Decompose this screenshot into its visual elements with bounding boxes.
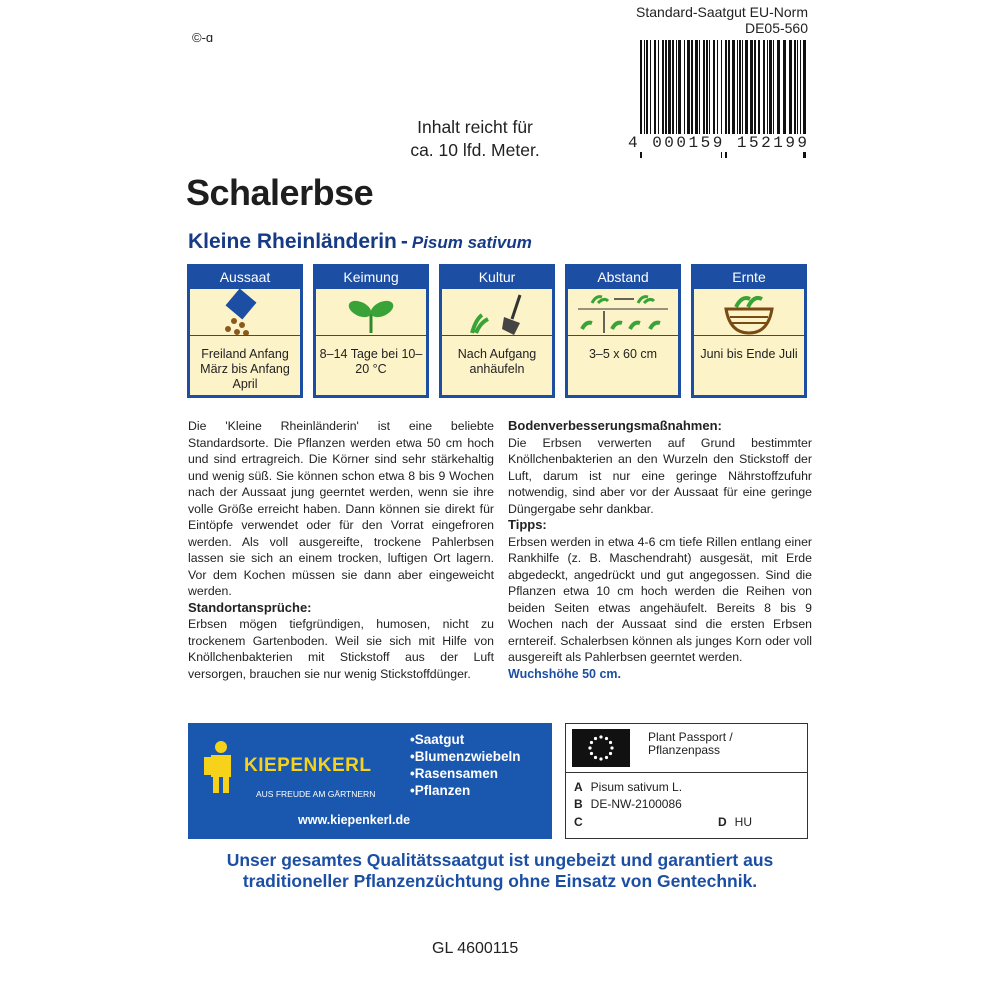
website-link[interactable]: www.kiepenkerl.de (298, 813, 411, 827)
eu-flag-icon (572, 729, 630, 767)
barcode-bar (728, 40, 730, 140)
kiepenkerl-figure-icon (202, 737, 240, 795)
passport-row-d (718, 815, 752, 829)
variety-line (188, 230, 532, 254)
eu-star (599, 735, 602, 738)
barcode-bar (665, 40, 667, 140)
eu-star (594, 737, 597, 740)
barcode-bar (800, 40, 801, 140)
barcode-number: 4 000159 152199 (628, 134, 810, 152)
product-item: • Pflanzen (410, 782, 521, 799)
barcode-bar (699, 40, 700, 140)
barcode-bar (672, 40, 674, 140)
eu-star (605, 737, 608, 740)
info-box-text: Freiland Anfang März bis Anfang April (200, 347, 290, 391)
barcode-bar (717, 40, 718, 140)
variety-name: Kleine Rheinländerin (188, 230, 397, 253)
barcode-bar (739, 40, 741, 140)
eu-star (609, 741, 612, 744)
content-note-line: ca. 10 lfd. Meter. (410, 140, 540, 160)
barcode-bar (706, 40, 708, 140)
seed-standard (636, 4, 808, 36)
soil-line (694, 335, 804, 336)
barcode-bar (703, 40, 705, 140)
plant-passport (565, 723, 808, 839)
row-value: Pisum sativum L. (590, 780, 683, 794)
info-box-text: Nach Aufgang anhäufeln (457, 347, 537, 376)
brand-slogan: AUS FREUDE AM GÄRTNERN (256, 789, 376, 799)
product-title: Schalerbse (186, 172, 374, 213)
info-box-header: Ernte (694, 267, 804, 289)
barcode-bar (646, 40, 648, 140)
brand-name: KIEPENKERL (244, 755, 372, 776)
row-label: D (718, 815, 727, 829)
product-item: • Saatgut (410, 731, 521, 748)
info-box-keimung (313, 264, 429, 398)
quality-statement-line: Unser gesamtes Qualitätssaatgut ist ungebeizt und garantiert aus (226, 850, 774, 870)
info-box-text: 8–14 Tage bei 10–20 °C (319, 347, 423, 376)
variety-dash: - (400, 230, 408, 253)
barcode-bar (684, 40, 685, 140)
barcode-bar (654, 40, 656, 140)
product-item: • Blumenzwiebeln (410, 748, 521, 765)
eu-star (588, 746, 591, 749)
info-box-abstand (565, 264, 681, 398)
content-note-line: Inhalt reicht für (417, 117, 533, 137)
barcode-bar (691, 40, 693, 140)
barcode-bar (737, 40, 738, 140)
quality-statement-line: traditioneller Pflanzenzüchtung ohne Einsatz von Gentechnik. (242, 871, 758, 891)
passport-title (648, 731, 733, 757)
row-label: A (574, 780, 583, 794)
info-box-header: Keimung (316, 267, 426, 289)
barcode-bar (644, 40, 645, 140)
soil-line (190, 335, 300, 336)
product-list (410, 731, 521, 799)
seedling-icon (316, 289, 426, 339)
eu-star (609, 752, 612, 755)
spacing-icon (568, 289, 678, 339)
barcode-bar (713, 40, 715, 140)
soil-text: Die Erbsen verwerten auf Grund bestimmter Knöllchenbakterien an den Wurzeln den Stickstoff der Luft, darum ist nur eine geringe Nährstoffzufuhr notwendig, sind aber vor der Aussaat für eine geringe Düngergabe sehr dankbar. (508, 435, 812, 516)
barcode-bar (773, 40, 774, 140)
product-item: • Rasensamen (410, 765, 521, 782)
eu-star (594, 756, 597, 759)
barcode-bar (745, 40, 748, 140)
row-value: HU (734, 815, 753, 829)
passport-row-a (574, 780, 682, 794)
barcode-bar (668, 40, 671, 140)
gl-code: GL 4600115 (432, 940, 519, 957)
eu-star (590, 741, 593, 744)
eu-star (590, 752, 593, 755)
info-box-header: Kultur (442, 267, 552, 289)
soil-line (316, 335, 426, 336)
latin-name: Pisum sativum (411, 233, 532, 252)
seed-packet-icon (190, 289, 300, 339)
barcode-bar (678, 40, 681, 140)
info-box-kultur (439, 264, 555, 398)
passport-row-c (574, 815, 591, 829)
row-label: C (574, 815, 583, 829)
soil-line (568, 335, 678, 336)
passport-title-line: Pflanzenpass (648, 743, 721, 757)
standard-line: Standard-Saatgut EU-Norm (636, 4, 808, 20)
barcode-bar (754, 40, 756, 140)
barcode-bar (650, 40, 651, 140)
barcode-bar (763, 40, 765, 140)
barcode-bar (794, 40, 796, 140)
barcode-bar (742, 40, 743, 140)
barcode-bar (777, 40, 780, 140)
passport-row-b (574, 797, 682, 811)
soil-heading: Bodenverbesserungsmaßnahmen: (508, 418, 722, 433)
description-column (188, 418, 494, 682)
barcode-bar (676, 40, 677, 140)
standard-code: DE05-560 (744, 20, 808, 36)
shovel-plants-icon (442, 289, 552, 339)
barcode-bar (797, 40, 798, 140)
row-value: DE-NW-2100086 (590, 797, 682, 811)
eu-star (610, 746, 613, 749)
info-box-header: Abstand (568, 267, 678, 289)
barcode-bar (789, 40, 792, 140)
height-note: Wuchshöhe 50 cm. (508, 666, 621, 681)
passport-title-line: Plant Passport / (648, 730, 733, 744)
barcode-bar (758, 40, 760, 140)
barcode-bar (750, 40, 753, 140)
barcode-bar (709, 40, 710, 140)
info-box-text: 3–5 x 60 cm (588, 347, 658, 361)
quality-statement (150, 850, 850, 892)
divider (566, 772, 807, 773)
brand-banner (188, 723, 552, 839)
care-column (508, 418, 812, 682)
info-box-header: Aussaat (190, 267, 300, 289)
site-heading: Standortansprüche: (188, 599, 312, 615)
barcode-bar (662, 40, 664, 140)
barcode-bar (658, 40, 659, 140)
barcode-bar (695, 40, 698, 140)
barcode-bar (732, 40, 735, 140)
info-box-aussaat (187, 264, 303, 398)
site-text: Erbsen mögen tiefgründigen, humosen, nicht zu trockenem Gartenboden. Weil sie sich mit Hilfe von Knöllchenbakterien mit Stickstoff aus der Luft versorgen, brauchen sie nur wenig Stickstoffdünger. (188, 617, 494, 681)
harvest-bowl-icon (694, 289, 804, 339)
barcode-bar (783, 40, 786, 140)
info-box-text: Juni bis Ende Juli (700, 347, 798, 361)
tips-heading: Tipps: (508, 517, 547, 532)
eu-star (599, 757, 602, 760)
barcode-bar (687, 40, 690, 140)
eu-star (605, 756, 608, 759)
content-note (380, 116, 570, 162)
tips-text: Erbsen werden in etwa 4-6 cm tiefe Rillen entlang einer Rankhilfe (z. B. Maschendraht) ausgesät, mit Erde abgedeckt, angedrückt und gut angegossen. Sind die Pflanzen etwa 10 cm hoch werden die Reihen von beiden Seiten etwas angehäufelt. Bereits 8 bis 9 Wochen nach der Aussaat sind die ersten Erbsen erntereif. Schalerbsen können als junges Korn oder voll ausgereift als Pahlerbsen geerntet werden. (508, 534, 812, 664)
variety-description: Die 'Kleine Rheinländerin' ist eine beliebte Standardsorte. Die Pflanzen werden etwa 50 cm hoch und sind ertragreich. Die Körner sind sehr stärkehaltig und wenig süß. Sie können schon etwa 8 bis 9 Wochen nach der Aussaat jung geerntet werden, wenn sie ihre volle Größe erreicht haben. Dann können sie direkt für Eintöpfe verwendet oder für den Vorrat eingefroren werden. Als voll ausgereifte, trockene Pahlerbsen lassen sie sich an einem trocken, luftigen Ort lagern. Vor dem Kochen müssen sie dann aber eingeweicht werden. (188, 419, 494, 598)
barcode-bar (767, 40, 768, 140)
row-label: B (574, 797, 583, 811)
soil-line (442, 335, 552, 336)
copyright-mark: ©-ɑ (192, 30, 214, 45)
info-box-ernte (691, 264, 807, 398)
barcode-bar (769, 40, 772, 140)
